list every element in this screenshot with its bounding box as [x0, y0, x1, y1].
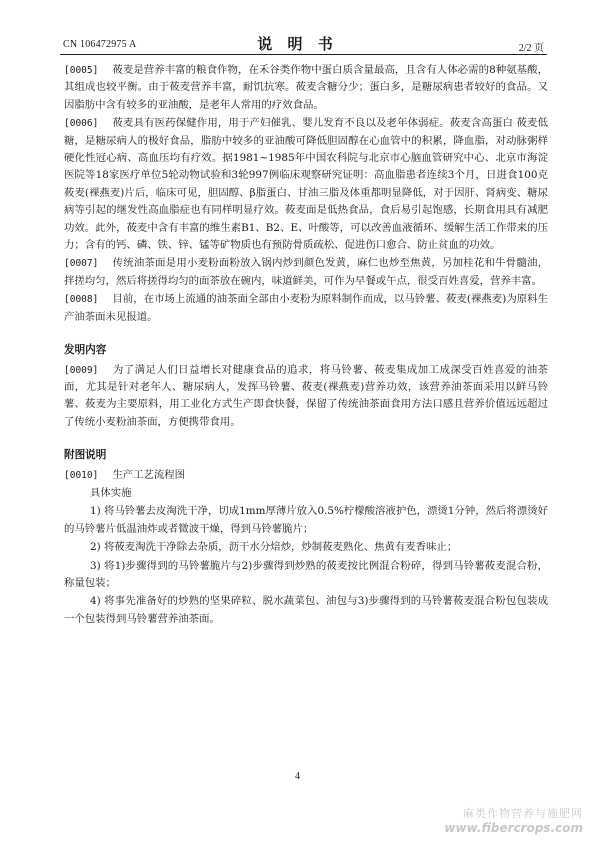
document-body — [64, 62, 548, 629]
paragraph-0009 — [64, 362, 548, 432]
header-divider — [60, 54, 547, 55]
page-indicator: 2/2 页 — [518, 43, 544, 54]
paragraph-text: 传统油茶面是用小麦粉面粉放入锅内炒到颜色发黄，麻仁也炒至焦黄，另加桂花和牛骨髓油，拌搓均匀，然后将搓得均匀的面茶放在碗内，味道鲜美，可作为早餐或午点，很受百姓喜爱，营养丰富。 — [64, 257, 548, 287]
paragraph-0008 — [64, 291, 548, 326]
paragraph-number: [0005] — [64, 65, 99, 76]
watermark-cn: 麻类作物营养与施肥网 — [463, 807, 583, 820]
paragraph-text: 莜麦是营养丰富的粮食作物，在禾谷类作物中蛋白质含量最高，且含有人体必需的8种氨基酸，其组成也较平衡。由于莜麦营养丰富，耐饥抗寒。莜麦含糖分少；蛋白多，是糖尿病患者较好的食品。又因脂肪中含有较多的亚油酸，是老年人常用的疗效食品。 — [64, 64, 548, 111]
paragraph-number: [0008] — [64, 294, 99, 306]
site-watermark — [444, 805, 583, 835]
paragraph-0007 — [64, 255, 548, 290]
figure-caption: 生产工艺流程图 — [112, 468, 186, 481]
paragraph-number: [0006] — [64, 118, 99, 130]
paragraph-0006 — [64, 115, 548, 254]
section-heading-invention: 发明内容 — [64, 344, 107, 357]
step-3: 3) 将1)步骤得到的马铃薯脆片与2)步骤得到炒熟的莜麦按比例混合粉碎，得到马铃薯莜麦混合粉，称量包装； — [64, 559, 548, 589]
watermark-url: www.fibercrops.com — [444, 821, 583, 835]
paragraph-number: [0007] — [64, 258, 99, 270]
document-title: 说 明 书 — [257, 35, 338, 53]
patent-number: CN 106472975 A — [63, 39, 137, 50]
paragraph-text: 莜麦具有医药保健作用，用于产妇催乳、婴儿发育不良以及老年体弱症。莜麦含高蛋白 莜麦低糖，是糖尿病人的极好食品，脂肪中较多的亚油酸可降低胆固醇在心血管中的积累，降血脂，对动脉粥样硬化性冠心病、高血压均有疗效。据1981~1985年中国农科院与北京市心脑血管研究中心、北京市海淀医院等18家医疗单位5轮动物试验和3轮997例临床观察研究证明：高血脂患者连续3个月，日进食100克莜麦(裸燕麦)片后，临床可见，胆固醇、β脂蛋白、甘油三脂及体重都明显降低，对于因肝、肾病变、糖尿病等引起的继发性高血脂症也有同样明显疗效。莜麦面是低热食品，食后易引起饱感，长期食用具有减肥功效。此外，莜麦中含有丰富的维生素B1、B2、E、叶酸等，可以改善血液循环、缓解生活工作带来的压力；含有的钙、磷、铁、锌、锰等矿物质也有预防骨质疏松、促进伤口愈合、防止贫血的功效。 — [64, 117, 548, 252]
step-1: 1) 将马铃薯去皮淘洗干净，切成1mm厚薄片放入0.5%柠檬酸溶液护色，漂烫1分钟，然后将漂烫好的马铃薯片低温油炸或者微波干燥，得到马铃薯脆片； — [64, 505, 548, 535]
paragraph-number: [0010] — [64, 469, 99, 481]
paragraph-text: 为了满足人们日益增长对健康食品的追求，将马铃薯、莜麦集成加工成深受百姓喜爱的油茶面，尤其是针对老年人、糖尿病人，发挥马铃薯、莜麦(裸燕麦)营养功效，该营养油茶面采用以鲜马铃薯、莜麦为主要原料，用工业化方式生产即食快餐，保留了传统油茶面食用方法口感且营养价值远远超过了传统小麦粉油茶面，方便携带食用。 — [64, 363, 548, 428]
paragraph-0010 — [64, 467, 548, 484]
subsection-heading: 具体实施 — [90, 486, 132, 499]
step-2: 2) 将莜麦淘洗干净除去杂质，沥干水分焙炒，炒制莜麦熟化、焦黄有麦香味止； — [90, 541, 458, 554]
section-heading-figures: 附图说明 — [64, 449, 107, 462]
paragraph-number: [0009] — [64, 364, 99, 376]
step-4: 4) 将事先准备好的炒熟的坚果碎粒、脱水蔬菜包、油包与3)步骤得到的马铃薯莜麦混合粉包包装成一个包装得到马铃薯营养油茶面。 — [64, 595, 548, 625]
paragraph-0005 — [64, 62, 548, 114]
paragraph-text: 目前，在市场上流通的油茶面全部由小麦粉为原料制作而成，以马铃薯、莜麦(裸燕麦)为原料生产油茶面未见报道。 — [64, 293, 548, 323]
page-number: 4 — [295, 771, 300, 782]
